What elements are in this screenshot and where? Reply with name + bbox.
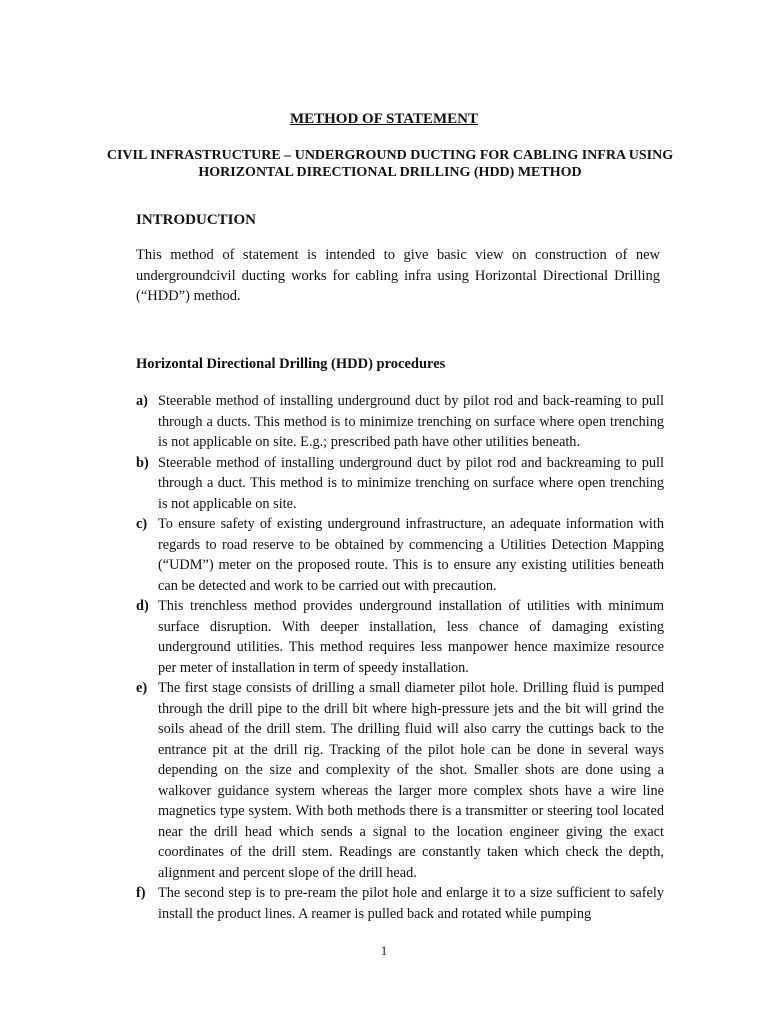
list-item-text: Steerable method of installing underground duct by pilot rod and backreaming to pull through a duct. This method is to minimize trenching on surface where open trenching is not applicable on site. — [158, 454, 664, 512]
procedures-list — [136, 391, 664, 924]
list-item-text: The first stage consists of drilling a small diameter pilot hole. Drilling fluid is pumped through the drill pipe to the drill bit where high-pressure jets and the bit will grind the soils ahead of the drill stem. The drilling fluid will also carry the cuttings back to the entrance pit at the drill rig. Tracking of the pilot hole can be done in several ways depending on the size and complexity of the shot. Smaller shots are done using a walkover guidance system whereas the larger more complex shots have a wire line magnetics type system. With both methods there is a transmitter or steering tool located near the drill head which sends a signal to the location engineer giving the exact coordinates of the drill stem. Readings are constantly taken which check the depth, alignment and percent slope of the drill head. — [158, 680, 664, 881]
introduction-paragraph: This method of statement is intended to give basic view on construction of new undergroundcivil ducting works for cabling infra using Horizontal Directional Drilling (“HDD”) method. — [136, 247, 660, 304]
page-number: 1 — [380, 943, 388, 958]
list-item-marker: b) — [136, 454, 149, 471]
list-item-marker: c) — [136, 516, 148, 532]
list-item — [136, 453, 664, 515]
document-title: METHOD OF STATEMENT — [289, 111, 479, 127]
list-item-marker: d) — [136, 598, 149, 614]
list-item-text: The second step is to pre-ream the pilot hole and enlarge it to a size sufficient to safely install the product lines. A reamer is pulled back and rotated while pumping — [158, 885, 664, 922]
list-item — [136, 678, 664, 883]
list-item-text: This trenchless method provides underground installation of utilities with minimum surface disruption. With deeper installation, less chance of damaging existing underground utilities. This method requires less manpower hence maximize resource per meter of installation in term of speedy installation. — [158, 598, 664, 676]
list-item — [136, 596, 664, 678]
list-item — [136, 514, 664, 596]
introduction-heading: INTRODUCTION — [136, 212, 257, 228]
list-item-text: Steerable method of installing underground duct by pilot rod and back-reaming to pull through a ducts. This method is to minimize trenching on surface where open trenching is not applicable on site. E.g.; prescribed path have other utilities beneath. — [158, 393, 664, 450]
list-item-marker: f) — [136, 885, 146, 901]
list-item-marker: e) — [136, 680, 148, 696]
document-subtitle: CIVIL INFRASTRUCTURE – UNDERGROUND DUCTING FOR CABLING INFRA USING HORIZONTAL DIRECTIONAL DRILLING (HDD) METHOD — [106, 148, 674, 180]
list-item-marker: a) — [136, 393, 148, 409]
procedures-heading: Horizontal Directional Drilling (HDD) procedures — [136, 356, 446, 372]
list-item — [136, 391, 664, 453]
list-item-text: To ensure safety of existing underground infrastructure, an adequate information with regards to road reserve to be obtained by commencing a Utilities Detection Mapping (“UDM”) meter on the proposed route. This is to ensure any existing utilities beneath can be detected and work to be carried out with precaution. — [158, 516, 664, 594]
list-item — [136, 883, 664, 924]
